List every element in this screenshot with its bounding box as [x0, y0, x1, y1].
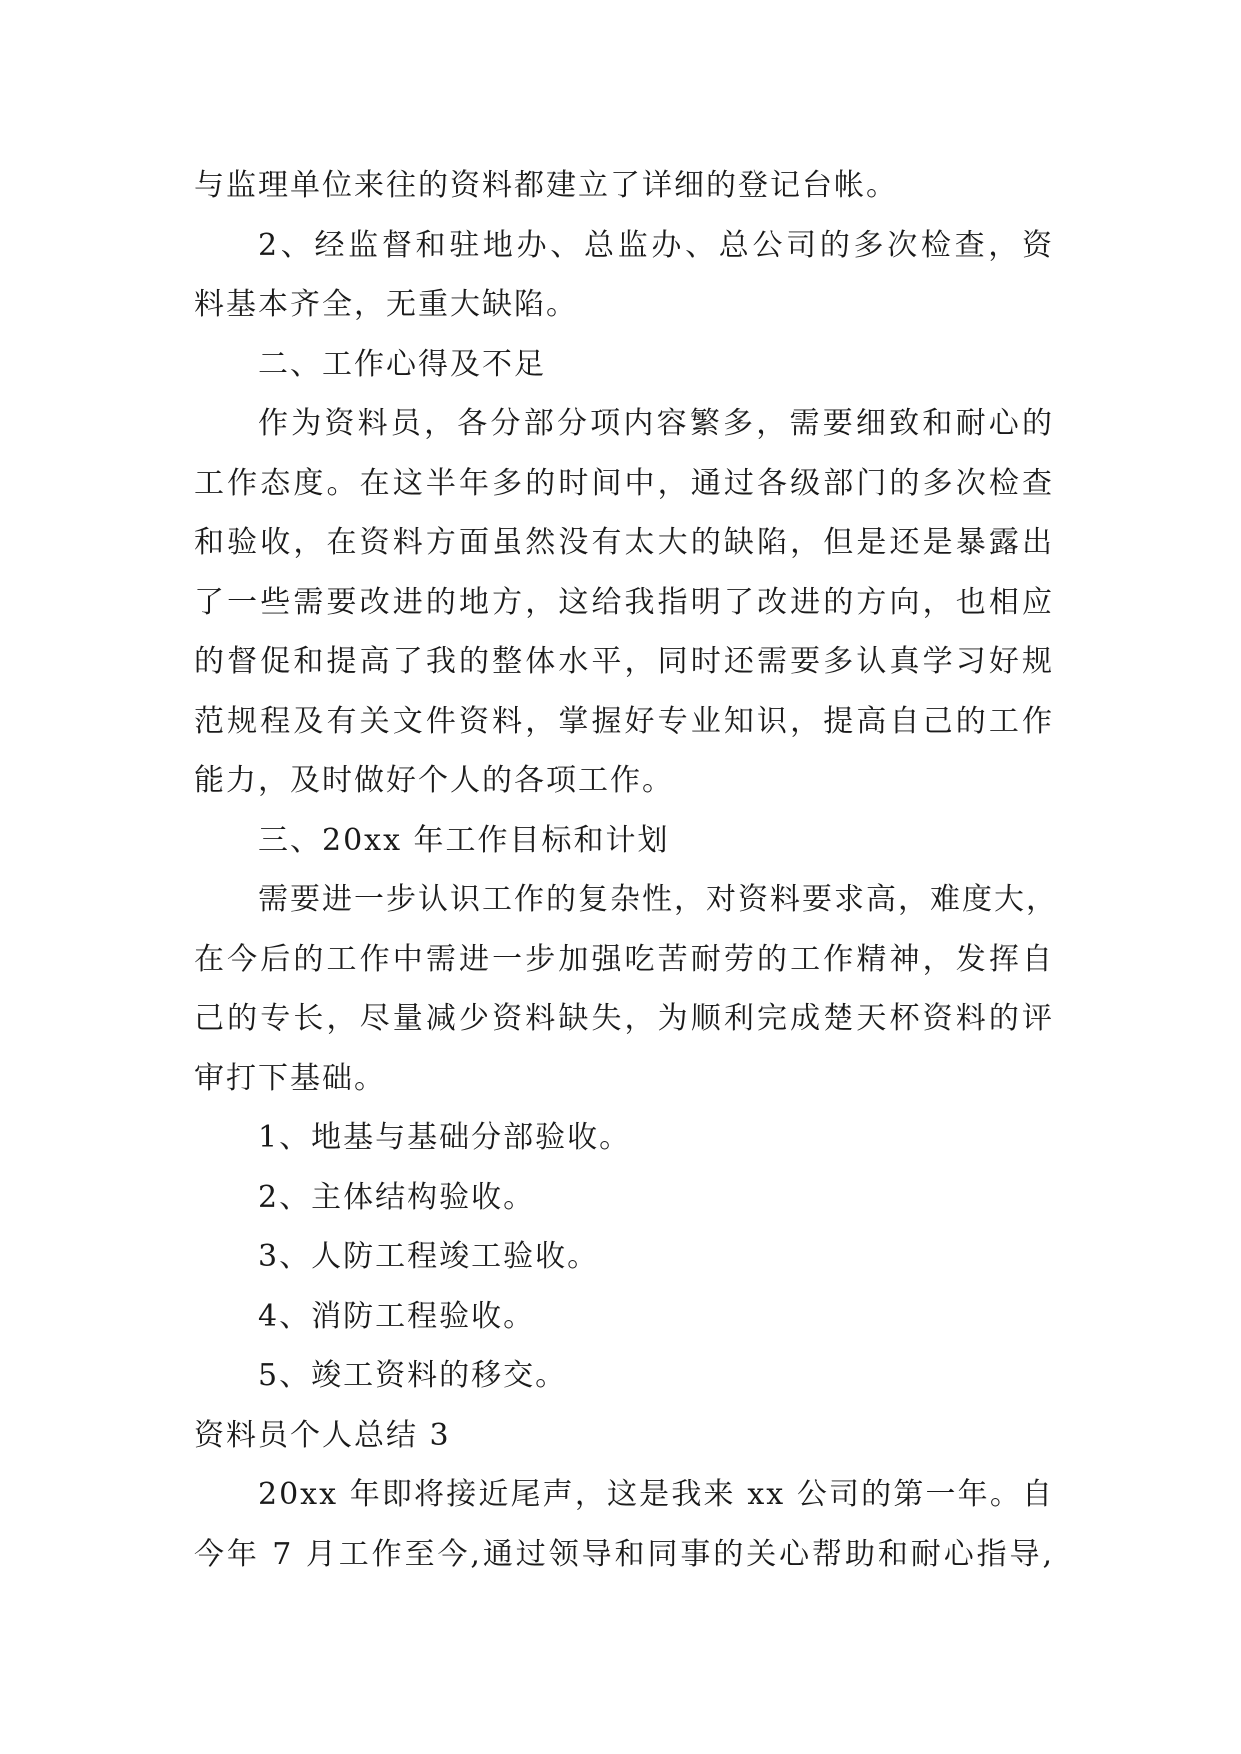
paragraph-line: 的督促和提高了我的整体水平，同时还需要多认真学习好规: [194, 644, 1054, 679]
document-title: 资料员个人总结 3: [194, 1417, 451, 1453]
paragraph-line: 2、经监督和驻地办、总监办、总公司的多次检查，资: [258, 227, 1054, 263]
paragraph-line: 在今后的工作中需进一步加强吃苦耐劳的工作精神，发挥自: [194, 941, 1054, 977]
paragraph-line: 作为资料员，各分部分项内容繁多，需要细致和耐心的: [258, 406, 1054, 441]
paragraph-line: 工作态度。在这半年多的时间中，通过各级部门的多次检查: [194, 465, 1054, 501]
paragraph-line: 今年 7 月工作至今,通过领导和同事的关心帮助和耐心指导,: [194, 1536, 1054, 1572]
paragraph-line: 料基本齐全，无重大缺陷。: [194, 287, 578, 322]
paragraph-line: 了一些需要改进的地方，这给我指明了改进的方向，也相应: [194, 584, 1054, 620]
paragraph-line: 审打下基础。: [194, 1060, 386, 1096]
paragraph-line: 20xx 年即将接近尾声，这是我来 xx 公司的第一年。自: [258, 1477, 1054, 1512]
document-body: [194, 156, 1058, 1584]
list-item: 2、主体结构验收。: [258, 1179, 536, 1215]
section-heading: 二、工作心得及不足: [258, 346, 546, 382]
paragraph-line: 和验收，在资料方面虽然没有太大的缺陷，但是还是暴露出: [194, 525, 1054, 560]
list-item: 3、人防工程竣工验收。: [258, 1239, 600, 1274]
section-heading: 三、20xx 年工作目标和计划: [258, 822, 670, 858]
paragraph-line: 己的专长，尽量减少资料缺失，为顺利完成楚天杯资料的评: [194, 1001, 1054, 1036]
paragraph-line: 与监理单位来往的资料都建立了详细的登记台帐。: [194, 168, 898, 203]
paragraph-line: 能力，及时做好个人的各项工作。: [194, 763, 674, 798]
list-item: 5、竣工资料的移交。: [258, 1358, 568, 1393]
paragraph-line: 需要进一步认识工作的复杂性，对资料要求高，难度大，: [258, 882, 1058, 917]
paragraph-line: 范规程及有关文件资料，掌握好专业知识，提高自己的工作: [194, 703, 1054, 739]
list-item: 4、消防工程验收。: [258, 1298, 536, 1334]
list-item: 1、地基与基础分部验收。: [258, 1120, 632, 1155]
